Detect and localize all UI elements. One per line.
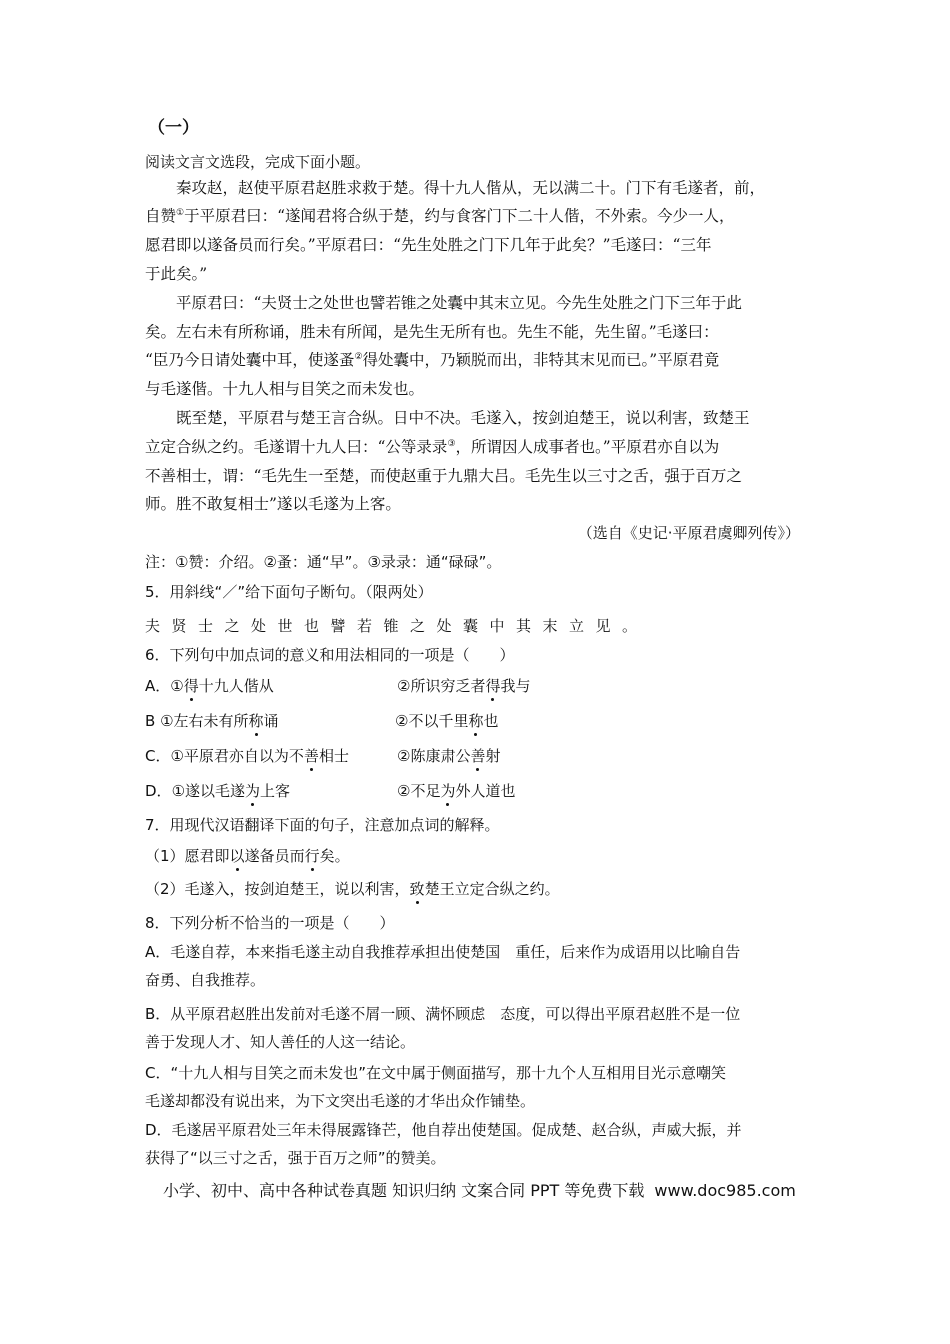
passage-line: 自赞①于平原君曰：“遂闻君将合纵于楚，约与食客门下二十人偕，不外索。今少一人， — [145, 207, 735, 225]
emphasis-dot-word: 善 — [470, 747, 486, 765]
footnote-mark: ② — [354, 351, 363, 362]
question-8-option-a-cont: 奋勇、自我推荐。 — [145, 971, 266, 989]
passage-line: 愿君即以遂备员而行矣。”平原君曰：“先生处胜之门下几年于此矣？”毛遂曰：“三年 — [145, 236, 712, 254]
question-8-option-c-cont: 毛遂却都没有说出来，为下文突出毛遂的才华出众作铺垫。 — [145, 1092, 536, 1110]
emphasis-dot-word: 得 — [183, 677, 199, 695]
question-8-option-d: D．毛遂居平原君处三年未得展露锋芒，他自荐出使楚国。促成楚、赵合纵，声威大振，并 — [145, 1121, 742, 1139]
instruction: 阅读文言文选段，完成下面小题。 — [145, 153, 371, 171]
footnote-mark: ③ — [447, 438, 456, 449]
question-6-stem: 6．下列句中加点词的意义和用法相同的一项是（ ） — [145, 646, 515, 664]
question-8-option-d-cont: 获得了“以三寸之舌，强于百万之师”的赞美。 — [145, 1149, 446, 1167]
notes: 注：①赞：介绍。②蚤：通“早”。③录录：通“碌碌”。 — [145, 553, 502, 571]
question-8-option-c: C．“十九人相与目笑之而未发也”在文中属于侧面描写，那十九个人互相用目光示意嘲笑 — [145, 1064, 727, 1082]
question-5-sentence: 夫贤士之处世也譬若锥之处囊中其末立见。 — [145, 617, 649, 635]
emphasis-dot-word: 为 — [440, 782, 456, 800]
footer — [163, 1178, 796, 1201]
emphasis-dot-word: 得 — [485, 677, 501, 695]
question-7-stem: 7．用现代汉语翻译下面的句子，注意加点词的解释。 — [145, 816, 500, 834]
source-citation: （选自《史记·平原君虞卿列传》） — [577, 524, 800, 542]
passage-line: 师。胜不敢复相士”遂以毛遂为上客。 — [145, 495, 401, 513]
footer-link[interactable]: www.doc985.com — [654, 1181, 796, 1200]
question-8-option-a: A．毛遂自荐，本来指毛遂主动自我推荐承担出使楚国 重任，后来作为成语用以比喻自告 — [145, 943, 741, 961]
emphasis-dot-word: 以 — [229, 847, 245, 865]
footnote-mark: ① — [176, 207, 185, 218]
emphasis-dot-word: 善 — [303, 747, 319, 765]
question-7-sentence-1: （1）愿君即以遂备员而行矣。 — [145, 847, 350, 865]
passage-line: 立定合纵之约。毛遂谓十九人曰：“公等录录③，所谓因人成事者也。”平原君亦自以为 — [145, 438, 720, 456]
passage-line: 与毛遂偕。十九人相与目笑之而未发也。 — [145, 380, 425, 398]
question-7-sentence-2: （2）毛遂入，按剑迫楚王，说以利害，致楚王立定合纵之约。 — [145, 880, 560, 898]
question-5-stem: 5．用斜线“／”给下面句子断句。（限两处） — [145, 583, 433, 601]
emphasis-dot-word: 为 — [245, 782, 261, 800]
emphasis-dot-word: 称 — [468, 712, 484, 730]
passage-line: 既至楚，平原君与楚王言合纵。日中不决。毛遂入，按剑迫楚王，说以利害，致楚王 — [176, 409, 750, 427]
section-title: （一） — [148, 118, 199, 138]
question-8-option-b-cont: 善于发现人才、知人善任的人这一结论。 — [145, 1033, 416, 1051]
passage-line: 于此矣。” — [145, 265, 208, 283]
passage-line: 秦攻赵，赵使平原君赵胜求救于楚。得十九人偕从，无以满二十。门下有毛遂者，前， — [176, 179, 766, 197]
option-a: A．①得十九人偕从 ②所识穷乏者得我与 — [145, 677, 531, 695]
passage-line: 矣。左右未有所称诵，胜未有所闻，是先生无所有也。先生不能，先生留。”毛遂曰： — [145, 323, 719, 341]
question-8-stem: 8．下列分析不恰当的一项是（ ） — [145, 914, 395, 932]
emphasis-dot-word: 致 — [409, 880, 425, 898]
passage-line: 平原君曰：“夫贤士之处世也譬若锥之处囊中其末立见。今先生处胜之门下三年于此 — [176, 294, 742, 312]
question-8-option-b: B．从平原君赵胜出发前对毛遂不屑一顾、满怀顾虑 态度，可以得出平原君赵胜不是一位 — [145, 1005, 741, 1023]
passage-line: “臣乃今日请处囊中耳，使遂蚤②得处囊中，乃颖脱而出，非特其末见而已。”平原君竟 — [145, 351, 720, 369]
option-b: B ①左右未有所称诵 ②不以千里称也 — [145, 712, 499, 730]
passage-line: 不善相士，谓：“毛先生一至楚，而使赵重于九鼎大吕。毛先生以三寸之舌，强于百万之 — [145, 467, 742, 485]
option-c: C．①平原君亦自以为不善相士 ②陈康肃公善射 — [145, 747, 501, 765]
footer-text: 小学、初中、高中各种试卷真题 知识归纳 文案合同 PPT 等免费下载 — [163, 1181, 645, 1200]
emphasis-dot-word: 称 — [248, 712, 264, 730]
emphasis-dot-word: 行 — [304, 847, 320, 865]
option-d: D．①遂以毛遂为上客 ②不足为外人道也 — [145, 782, 516, 800]
